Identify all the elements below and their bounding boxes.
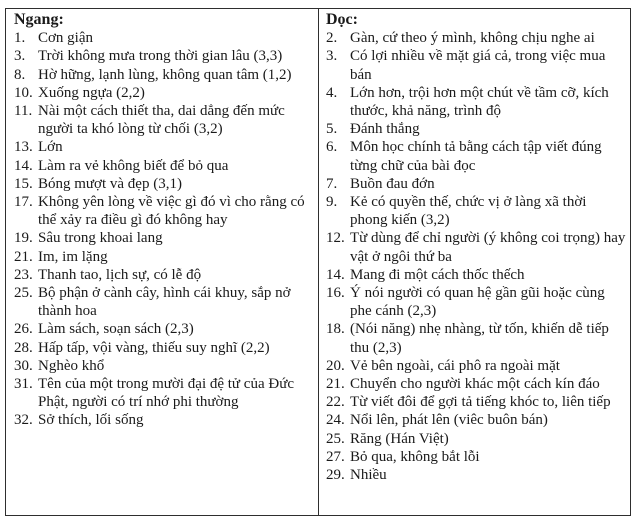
clue-text: Răng (Hán Việt) xyxy=(350,430,449,447)
clue-number: 16. xyxy=(326,285,345,302)
clue-item xyxy=(326,320,626,356)
clue-item xyxy=(326,84,626,120)
clue-item xyxy=(326,448,626,466)
clue-text: Sâu trong khoai lang xyxy=(38,230,163,247)
clue-number: 3. xyxy=(14,48,26,65)
across-clue-list xyxy=(14,29,314,429)
clue-item xyxy=(14,375,314,411)
clue-number: 9. xyxy=(326,194,338,211)
clue-item xyxy=(14,266,314,284)
clue-item xyxy=(326,466,626,484)
clue-text: Đánh thắng xyxy=(350,121,420,138)
clue-text: Cơn giận xyxy=(38,30,94,47)
clue-text: Lớn hơn, trội hơn một chút về tầm cỡ, kích thước, khả năng, trình độ xyxy=(350,84,609,120)
clue-number: 15. xyxy=(14,175,33,192)
clue-text: Nhiều xyxy=(350,467,387,484)
clue-item xyxy=(14,357,314,375)
clue-text: Hờ hững, lạnh lùng, không quan tâm (1,2) xyxy=(38,66,292,83)
clue-item xyxy=(326,266,626,284)
clue-item xyxy=(326,411,626,429)
clue-item xyxy=(14,411,314,429)
clue-text: (Nói năng) nhẹ nhàng, từ tốn, khiến dễ tiếp thu (2,3) xyxy=(350,321,609,356)
clue-text: Tên của một trong mười đại đệ tử của Đức Phật, người có trí nhớ phi thường xyxy=(38,376,294,411)
clue-number: 20. xyxy=(326,357,345,374)
clue-item xyxy=(14,29,314,47)
clue-item xyxy=(326,47,626,83)
clue-number: 31. xyxy=(14,376,33,393)
clue-number: 19. xyxy=(14,230,33,247)
clue-item xyxy=(326,29,626,47)
clue-number: 14. xyxy=(326,266,345,283)
clue-text: Chuyển cho người khác một cách kín đáo xyxy=(350,376,600,393)
clue-text: Làm sách, soạn sách (2,3) xyxy=(38,321,194,338)
clue-text: Vẻ bên ngoài, cái phô ra ngoài mặt xyxy=(350,357,560,374)
clue-item xyxy=(14,66,314,84)
clue-text: Nổi lên, phát lên (viêc buôn bán) xyxy=(350,412,548,429)
clue-text: Xuống ngựa (2,2) xyxy=(38,84,145,101)
clue-text: Từ dùng để chỉ người (ý không coi trọng) hay vật ở ngôi thứ ba xyxy=(350,230,626,265)
clue-text: Buồn đau đớn xyxy=(350,175,435,192)
clue-item xyxy=(326,393,626,411)
clue-item xyxy=(14,47,314,65)
clue-text: Gàn, cứ theo ý mình, không chịu nghe ai xyxy=(350,30,595,47)
clue-text: Trời không mưa trong thời gian lâu (3,3) xyxy=(38,48,283,65)
clue-text: Bóng mượt và đẹp (3,1) xyxy=(38,175,182,192)
clue-text: Sở thích, lối sống xyxy=(38,412,144,429)
clue-text: Hấp tấp, vội vàng, thiếu suy nghĩ (2,2) xyxy=(38,339,270,356)
clue-item xyxy=(14,175,314,193)
clue-text: Ý nói người có quan hệ gần gũi hoặc cùng phe cánh (2,3) xyxy=(350,285,605,320)
down-header: Dọc: xyxy=(326,11,358,28)
clue-text: Kẻ có quyền thế, chức vị ở làng xã thời phong kiến (3,2) xyxy=(350,194,587,229)
clue-number: 24. xyxy=(326,412,345,429)
clue-number: 32. xyxy=(14,412,33,429)
clue-text: Không yên lòng về việc gì đó vì cho rằng có thể xảy ra điều gì đó không hay xyxy=(38,194,305,229)
clue-item xyxy=(326,229,626,265)
clue-number: 3. xyxy=(326,48,338,65)
clue-item xyxy=(14,193,314,229)
clue-item xyxy=(326,430,626,448)
clue-item xyxy=(14,339,314,357)
clue-text: Làm ra vẻ không biết để bỏ qua xyxy=(38,157,229,174)
across-header: Ngang: xyxy=(14,11,64,28)
clue-number: 10. xyxy=(14,84,33,101)
clue-text: Bộ phận ở cành cây, hình cái khuy, sắp nở thành hoa xyxy=(38,285,291,320)
clue-item xyxy=(14,102,314,138)
clue-item xyxy=(14,229,314,247)
clue-item xyxy=(14,138,314,156)
clue-number: 27. xyxy=(326,448,345,465)
clue-text: Có lợi nhiều về mặt giá cả, trong việc mua bán xyxy=(350,48,606,83)
down-clue-list xyxy=(326,29,626,484)
clue-number: 25. xyxy=(326,430,345,447)
clue-number: 2. xyxy=(326,30,338,47)
clue-number: 17. xyxy=(14,194,33,211)
clue-number: 29. xyxy=(326,467,345,484)
clue-number: 25. xyxy=(14,285,33,302)
clue-text: Nài một cách thiết tha, dai dẳng đến mức người ta khó lòng từ chối (3,2) xyxy=(38,103,285,138)
clue-text: Lớn xyxy=(38,139,63,156)
clue-text: Môn học chính tả bằng cách tập viết đúng từng chữ của bài đọc xyxy=(350,139,602,174)
clue-number: 13. xyxy=(14,139,33,156)
clue-text: Từ viết đôi để gợi tả tiếng khóc to, liên tiếp xyxy=(350,394,611,411)
clue-item xyxy=(326,375,626,393)
clue-number: 30. xyxy=(14,357,33,374)
clue-item xyxy=(14,84,314,102)
clue-item xyxy=(326,175,626,193)
clue-number: 28. xyxy=(14,339,33,356)
clue-number: 7. xyxy=(326,175,338,192)
clue-number: 8. xyxy=(14,66,26,83)
clue-text: Nghèo khổ xyxy=(38,357,105,374)
clue-number: 5. xyxy=(326,121,338,138)
clue-number: 21. xyxy=(326,376,345,393)
clue-text: Im, im lặng xyxy=(38,248,108,265)
clue-number: 6. xyxy=(326,139,338,156)
clue-text: Bỏ qua, không bắt lỗi xyxy=(350,448,480,465)
down-column xyxy=(319,9,630,515)
clue-number: 22. xyxy=(326,394,345,411)
clue-text: Mang đi một cách thốc thếch xyxy=(350,266,525,283)
clue-number: 26. xyxy=(14,321,33,338)
clue-item xyxy=(326,357,626,375)
clue-item xyxy=(326,138,626,174)
clue-number: 21. xyxy=(14,248,33,265)
clue-item xyxy=(14,248,314,266)
clue-item xyxy=(14,157,314,175)
clue-item xyxy=(14,320,314,338)
clue-number: 1. xyxy=(14,30,26,47)
clue-number: 11. xyxy=(14,103,33,120)
clue-table xyxy=(5,8,631,516)
clue-item xyxy=(326,120,626,138)
clue-item xyxy=(326,193,626,229)
clue-number: 18. xyxy=(326,321,345,338)
clue-number: 4. xyxy=(326,84,338,101)
clue-item xyxy=(326,284,626,320)
clue-item xyxy=(14,284,314,320)
clue-text: Thanh tao, lịch sự, có lễ độ xyxy=(38,266,202,283)
clue-number: 23. xyxy=(14,266,33,283)
clue-number: 14. xyxy=(14,157,33,174)
across-column xyxy=(6,9,319,515)
clue-number: 12. xyxy=(326,230,345,247)
